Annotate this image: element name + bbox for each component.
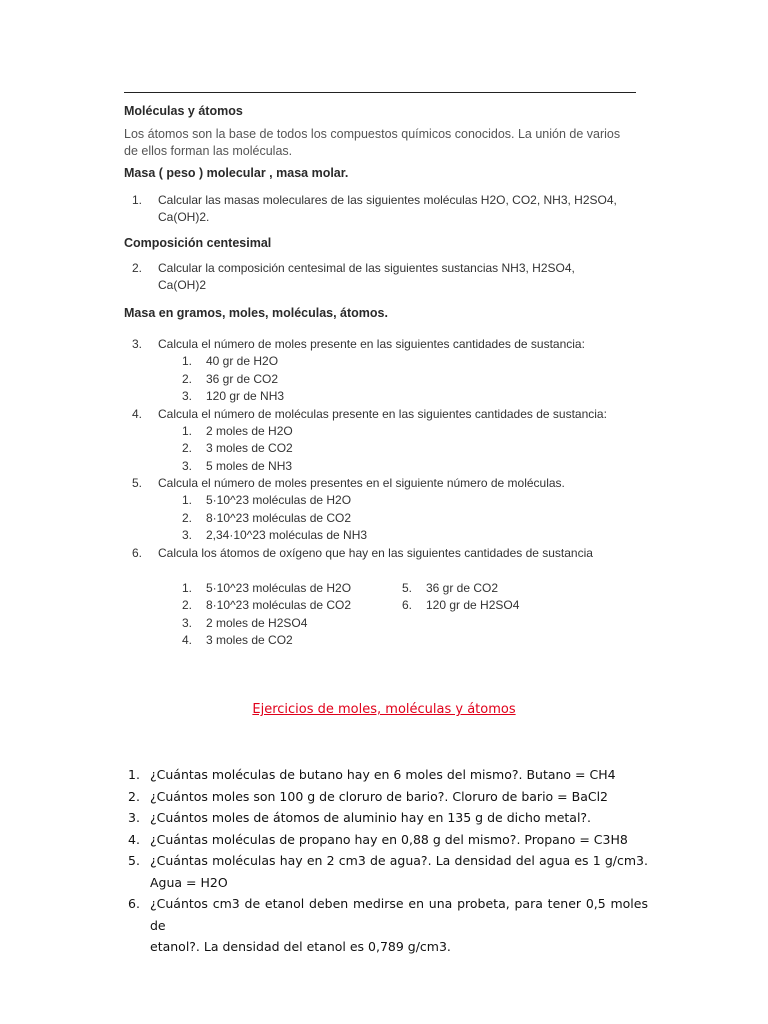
list-item: 3. 120 gr de NH3 <box>182 389 285 403</box>
list-item: 6. ¿Cuántos cm3 de etanol deben medirse en una probeta, para tener 0,5 moles de <box>128 896 648 933</box>
intro-line: de ellos forman las moléculas. <box>124 144 293 158</box>
list-item: 4. ¿Cuántas moléculas de propano hay en 0,88 g del mismo?. Propano = C3H8 <box>128 831 628 847</box>
list-item-cont: etanol?. La densidad del etanol es 0,789 g/cm3. <box>150 939 451 954</box>
question: 5. Calcula el número de moles presentes en el siguiente número de moléculas. <box>132 476 565 490</box>
list-item: 1. 2 moles de H2O <box>182 423 293 438</box>
exercises-list <box>128 764 648 958</box>
top-rule <box>124 92 636 93</box>
list-item: 5. ¿Cuántas moléculas hay en 2 cm3 de agua?. La densidad del agua es 1 g/cm3. <box>128 853 648 868</box>
list-item: 2. ¿Cuántos moles son 100 g de cloruro de bario?. Cloruro de bario = BaCl2 <box>128 788 609 804</box>
section-moleculas-atomos <box>124 104 644 160</box>
question: 1. Calcular las masas moleculares de las siguientes moléculas H2O, CO2, NH3, H2SO4, <box>132 193 617 207</box>
question: 4. Calcula el número de moléculas presente en las siguientes cantidades de sustancia: <box>132 406 607 421</box>
section-masa-gramos <box>124 306 644 650</box>
question-cont: Ca(OH)2. <box>158 210 210 224</box>
list-item-cont: Agua = H2O <box>150 874 228 890</box>
list-item: 1. 5·10^23 moléculas de H2O <box>182 580 352 595</box>
list-item: 1. 5·10^23 moléculas de H2O <box>182 493 352 507</box>
list-item: 3. 2,34·10^23 moléculas de NH3 <box>182 528 368 542</box>
list-item: 3. 5 moles de NH3 <box>182 458 293 473</box>
question: 2. Calcular la composición centesimal de las siguientes sustancias NH3, H2SO4, <box>132 261 575 275</box>
list-item: 1. ¿Cuántas moléculas de butano hay en 6 moles del mismo?. Butano = CH4 <box>128 767 616 782</box>
question-cont: Ca(OH)2 <box>158 278 207 292</box>
list-item: 6. 120 gr de H2SO4 <box>402 598 520 612</box>
exercises-title: Ejercicios de moles, moléculas y átomos <box>252 702 516 717</box>
section-title: Composición centesimal <box>124 236 272 250</box>
section-title: Moléculas y átomos <box>124 104 243 118</box>
question-text: Calcular las masas moleculares de las siguientes moléculas H2O, CO2, NH3, H2SO4, <box>158 193 617 207</box>
section-masa-molecular <box>124 166 644 226</box>
list-item: 2. 36 gr de CO2 <box>182 371 279 386</box>
list-item: 2. 8·10^23 moléculas de CO2 <box>182 510 352 525</box>
question-text: Calcular la composición centesimal de las siguientes sustancias NH3, H2SO4, <box>158 261 575 275</box>
list-item: 5. 36 gr de CO2 <box>402 580 499 595</box>
question: 6. Calcula los átomos de oxígeno que hay en las siguientes cantidades de sustancia <box>132 545 593 560</box>
list-item: 3. 2 moles de H2SO4 <box>182 615 308 630</box>
intro-line: Los átomos son la base de todos los compuestos químicos conocidos. La unión de varios <box>124 127 621 141</box>
question: 3. Calcula el número de moles presente en las siguientes cantidades de sustancia: <box>132 337 585 351</box>
section-title: Masa en gramos, moles, moléculas, átomos. <box>124 306 388 320</box>
list-item: 1. 40 gr de H2O <box>182 354 279 368</box>
list-item: 2. 8·10^23 moléculas de CO2 <box>182 598 352 612</box>
list-item: 2. 3 moles de CO2 <box>182 441 293 455</box>
section-composicion <box>124 236 644 294</box>
list-item: 3. ¿Cuántos moles de átomos de aluminio hay en 135 g de dicho metal?. <box>128 810 592 825</box>
list-item: 4. 3 moles de CO2 <box>182 633 293 647</box>
q6-list <box>124 580 644 650</box>
section-title: Masa ( peso ) molecular , masa molar. <box>124 166 349 180</box>
